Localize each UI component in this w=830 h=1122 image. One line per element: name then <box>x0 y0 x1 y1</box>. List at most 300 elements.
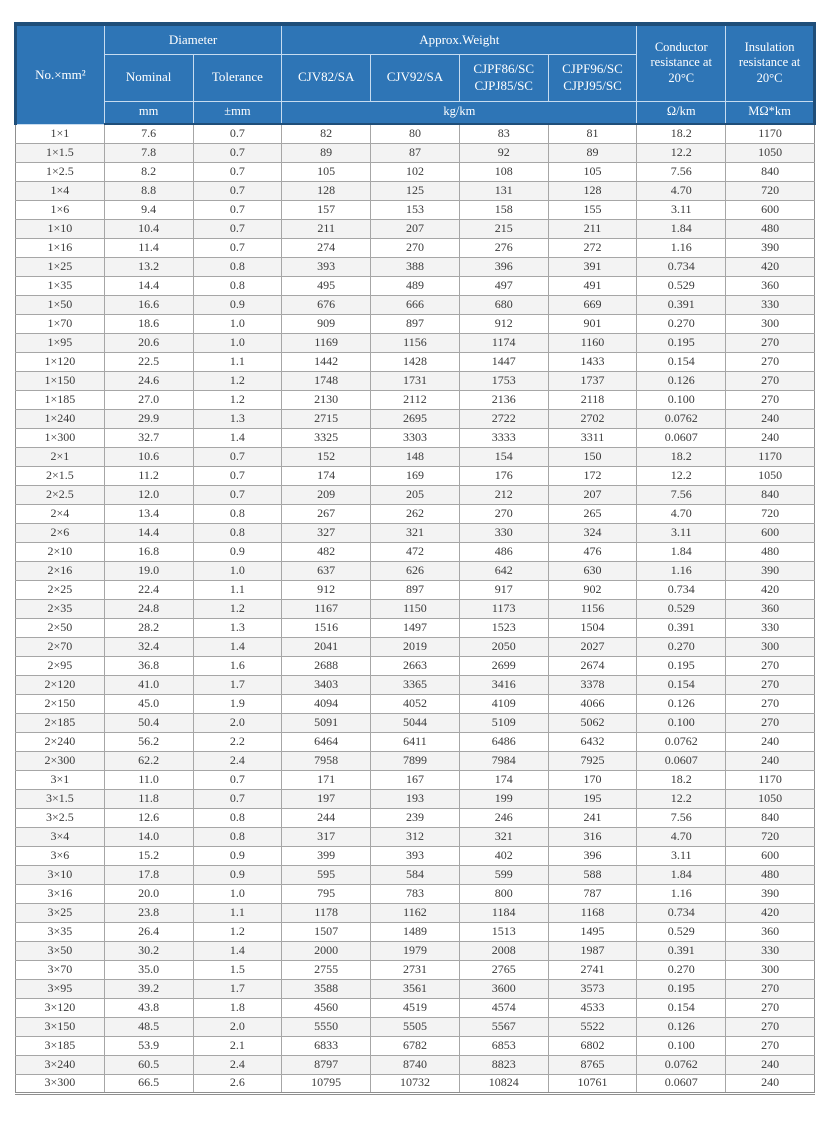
cell-insulation-resistance: 390 <box>726 561 815 580</box>
cell-cjpf86-sc: 486 <box>459 542 548 561</box>
cell-size: 3×2.5 <box>16 808 105 827</box>
cell-tolerance-mm: 1.9 <box>193 694 282 713</box>
cell-size: 1×16 <box>16 238 105 257</box>
cell-size: 2×300 <box>16 751 105 770</box>
cell-cjv92-sa: 125 <box>371 181 460 200</box>
cell-nominal-mm: 14.4 <box>104 276 193 295</box>
table-row <box>16 295 815 314</box>
cell-conductor-resistance: 0.126 <box>637 1017 726 1036</box>
cell-cjpf86-sc: 1523 <box>459 618 548 637</box>
cell-cjpf86-sc: 174 <box>459 770 548 789</box>
cell-size: 3×16 <box>16 884 105 903</box>
cell-tolerance-mm: 1.4 <box>193 428 282 447</box>
cell-size: 1×25 <box>16 257 105 276</box>
cell-nominal-mm: 22.5 <box>104 352 193 371</box>
cell-insulation-resistance: 300 <box>726 637 815 656</box>
cell-cjv82-sa: 637 <box>282 561 371 580</box>
cell-nominal-mm: 8.8 <box>104 181 193 200</box>
cell-cjv82-sa: 2755 <box>282 960 371 979</box>
cell-cjv82-sa: 82 <box>282 124 371 143</box>
cell-tolerance-mm: 0.9 <box>193 865 282 884</box>
table-row <box>16 960 815 979</box>
cell-nominal-mm: 32.7 <box>104 428 193 447</box>
col-group-approx-weight: Approx.Weight <box>282 24 637 54</box>
cell-tolerance-mm: 0.7 <box>193 466 282 485</box>
cell-size: 3×1 <box>16 770 105 789</box>
cell-cjv92-sa: 207 <box>371 219 460 238</box>
cell-conductor-resistance: 1.84 <box>637 542 726 561</box>
cell-cjpf86-sc: 7984 <box>459 751 548 770</box>
cell-conductor-resistance: 0.0762 <box>637 732 726 751</box>
cell-size: 3×10 <box>16 865 105 884</box>
cell-tolerance-mm: 1.1 <box>193 352 282 371</box>
cell-tolerance-mm: 1.0 <box>193 333 282 352</box>
cell-cjv92-sa: 472 <box>371 542 460 561</box>
cell-insulation-resistance: 240 <box>726 751 815 770</box>
cell-cjpf86-sc: 3333 <box>459 428 548 447</box>
cell-cjpf96-sc: 2702 <box>548 409 637 428</box>
cell-nominal-mm: 45.0 <box>104 694 193 713</box>
cell-cjv92-sa: 205 <box>371 485 460 504</box>
cell-nominal-mm: 60.5 <box>104 1055 193 1074</box>
cell-nominal-mm: 11.2 <box>104 466 193 485</box>
cell-cjpf96-sc: 1160 <box>548 333 637 352</box>
cell-size: 1×35 <box>16 276 105 295</box>
table-row <box>16 447 815 466</box>
cell-cjpf96-sc: 6432 <box>548 732 637 751</box>
cell-cjpf96-sc: 324 <box>548 523 637 542</box>
cell-conductor-resistance: 0.270 <box>637 314 726 333</box>
cell-cjv82-sa: 2000 <box>282 941 371 960</box>
cell-cjv92-sa: 2019 <box>371 637 460 656</box>
cell-cjpf86-sc: 6853 <box>459 1036 548 1055</box>
cell-tolerance-mm: 1.0 <box>193 314 282 333</box>
cell-cjv92-sa: 626 <box>371 561 460 580</box>
cell-conductor-resistance: 0.195 <box>637 333 726 352</box>
cell-cjv92-sa: 584 <box>371 865 460 884</box>
cell-cjv92-sa: 897 <box>371 580 460 599</box>
table-row <box>16 352 815 371</box>
col-header-insulation-resistance: Insulation resistance at 20°C <box>726 24 815 101</box>
cell-cjv92-sa: 897 <box>371 314 460 333</box>
cell-insulation-resistance: 840 <box>726 485 815 504</box>
cell-cjpf86-sc: 83 <box>459 124 548 143</box>
cell-insulation-resistance: 240 <box>726 428 815 447</box>
cell-size: 1×4 <box>16 181 105 200</box>
cell-insulation-resistance: 270 <box>726 694 815 713</box>
cell-tolerance-mm: 1.3 <box>193 618 282 637</box>
table-row <box>16 523 815 542</box>
cell-insulation-resistance: 360 <box>726 599 815 618</box>
cell-insulation-resistance: 1050 <box>726 143 815 162</box>
cell-cjpf86-sc: 2008 <box>459 941 548 960</box>
cell-size: 2×6 <box>16 523 105 542</box>
table-row <box>16 751 815 770</box>
cell-cjv82-sa: 209 <box>282 485 371 504</box>
cell-cjv92-sa: 1979 <box>371 941 460 960</box>
cell-cjv92-sa: 5505 <box>371 1017 460 1036</box>
cell-tolerance-mm: 1.2 <box>193 371 282 390</box>
table-header <box>16 24 815 124</box>
cell-conductor-resistance: 0.270 <box>637 960 726 979</box>
table-row <box>16 713 815 732</box>
cell-tolerance-mm: 1.7 <box>193 675 282 694</box>
cell-cjpf86-sc: 131 <box>459 181 548 200</box>
cell-cjpf86-sc: 2050 <box>459 637 548 656</box>
cell-tolerance-mm: 0.8 <box>193 808 282 827</box>
table-row <box>16 1017 815 1036</box>
cell-cjv92-sa: 4519 <box>371 998 460 1017</box>
cell-cjv82-sa: 211 <box>282 219 371 238</box>
cell-cjpf86-sc: 246 <box>459 808 548 827</box>
cell-cjv92-sa: 666 <box>371 295 460 314</box>
cell-size: 2×95 <box>16 656 105 675</box>
cell-cjpf86-sc: 321 <box>459 827 548 846</box>
cell-cjv82-sa: 795 <box>282 884 371 903</box>
table-row <box>16 314 815 333</box>
table-row <box>16 770 815 789</box>
cell-cjv82-sa: 4560 <box>282 998 371 1017</box>
cell-nominal-mm: 11.8 <box>104 789 193 808</box>
cell-cjv92-sa: 783 <box>371 884 460 903</box>
cell-conductor-resistance: 3.11 <box>637 200 726 219</box>
cell-insulation-resistance: 420 <box>726 257 815 276</box>
cell-insulation-resistance: 270 <box>726 675 815 694</box>
cell-cjpf96-sc: 5522 <box>548 1017 637 1036</box>
cell-cjpf96-sc: 476 <box>548 542 637 561</box>
cell-conductor-resistance: 0.0762 <box>637 1055 726 1074</box>
cell-cjpf86-sc: 176 <box>459 466 548 485</box>
table-row <box>16 238 815 257</box>
cell-cjv82-sa: 6464 <box>282 732 371 751</box>
col-header-cjv92-sa: CJV92/SA <box>371 54 460 101</box>
cell-cjv82-sa: 1748 <box>282 371 371 390</box>
cell-cjv92-sa: 5044 <box>371 713 460 732</box>
cell-size: 1×1.5 <box>16 143 105 162</box>
cell-conductor-resistance: 0.195 <box>637 979 726 998</box>
cell-tolerance-mm: 0.7 <box>193 238 282 257</box>
cell-size: 1×120 <box>16 352 105 371</box>
cell-cjpf96-sc: 150 <box>548 447 637 466</box>
table-row <box>16 561 815 580</box>
cell-cjv82-sa: 128 <box>282 181 371 200</box>
cell-nominal-mm: 53.9 <box>104 1036 193 1055</box>
cell-tolerance-mm: 1.2 <box>193 922 282 941</box>
cell-cjv92-sa: 321 <box>371 523 460 542</box>
cell-conductor-resistance: 0.195 <box>637 656 726 675</box>
table-row <box>16 504 815 523</box>
cell-tolerance-mm: 0.9 <box>193 846 282 865</box>
cell-cjpf96-sc: 588 <box>548 865 637 884</box>
cell-tolerance-mm: 2.1 <box>193 1036 282 1055</box>
col-header-tolerance: Tolerance <box>193 54 282 101</box>
cell-cjv82-sa: 399 <box>282 846 371 865</box>
cell-nominal-mm: 16.6 <box>104 295 193 314</box>
table-row <box>16 808 815 827</box>
table-row <box>16 903 815 922</box>
table-row <box>16 143 815 162</box>
table-row <box>16 371 815 390</box>
cell-cjv82-sa: 393 <box>282 257 371 276</box>
cell-cjv92-sa: 8740 <box>371 1055 460 1074</box>
cell-cjv82-sa: 3588 <box>282 979 371 998</box>
cell-size: 3×35 <box>16 922 105 941</box>
cell-cjpf96-sc: 396 <box>548 846 637 865</box>
cell-tolerance-mm: 1.3 <box>193 409 282 428</box>
cell-cjpf86-sc: 2722 <box>459 409 548 428</box>
cell-nominal-mm: 41.0 <box>104 675 193 694</box>
cell-insulation-resistance: 240 <box>726 732 815 751</box>
table-row <box>16 922 815 941</box>
cell-nominal-mm: 19.0 <box>104 561 193 580</box>
cell-insulation-resistance: 270 <box>726 333 815 352</box>
table-row <box>16 865 815 884</box>
cell-nominal-mm: 56.2 <box>104 732 193 751</box>
cell-tolerance-mm: 2.2 <box>193 732 282 751</box>
cell-cjv82-sa: 8797 <box>282 1055 371 1074</box>
cell-nominal-mm: 11.0 <box>104 770 193 789</box>
cell-cjv82-sa: 1167 <box>282 599 371 618</box>
cell-cjv82-sa: 2715 <box>282 409 371 428</box>
table-row <box>16 884 815 903</box>
cell-insulation-resistance: 270 <box>726 352 815 371</box>
cell-insulation-resistance: 270 <box>726 998 815 1017</box>
cell-cjpf86-sc: 642 <box>459 561 548 580</box>
cell-size: 2×25 <box>16 580 105 599</box>
cell-conductor-resistance: 0.126 <box>637 694 726 713</box>
cell-cjpf86-sc: 599 <box>459 865 548 884</box>
cell-nominal-mm: 12.6 <box>104 808 193 827</box>
cell-size: 2×1 <box>16 447 105 466</box>
cell-cjpf86-sc: 92 <box>459 143 548 162</box>
cell-conductor-resistance: 4.70 <box>637 181 726 200</box>
cell-cjpf86-sc: 1184 <box>459 903 548 922</box>
table-row <box>16 789 815 808</box>
table-row <box>16 333 815 352</box>
col-header-conductor-resistance: Conductor resistance at 20°C <box>637 24 726 101</box>
cell-cjpf86-sc: 3600 <box>459 979 548 998</box>
cell-cjpf96-sc: 902 <box>548 580 637 599</box>
unit-tolerance: ±mm <box>193 101 282 124</box>
cell-conductor-resistance: 0.0762 <box>637 409 726 428</box>
cell-cjpf96-sc: 1156 <box>548 599 637 618</box>
cell-tolerance-mm: 0.7 <box>193 162 282 181</box>
cell-nominal-mm: 12.0 <box>104 485 193 504</box>
cell-cjpf86-sc: 270 <box>459 504 548 523</box>
cell-nominal-mm: 7.8 <box>104 143 193 162</box>
unit-insulation-resistance: MΩ*km <box>726 101 815 124</box>
table-row <box>16 998 815 1017</box>
cell-insulation-resistance: 360 <box>726 276 815 295</box>
cell-insulation-resistance: 420 <box>726 580 815 599</box>
cell-size: 2×70 <box>16 637 105 656</box>
cell-cjv92-sa: 2695 <box>371 409 460 428</box>
table-row <box>16 827 815 846</box>
cell-tolerance-mm: 1.0 <box>193 884 282 903</box>
table-row <box>16 276 815 295</box>
cell-tolerance-mm: 0.7 <box>193 447 282 466</box>
cell-cjv82-sa: 244 <box>282 808 371 827</box>
table-row <box>16 846 815 865</box>
cell-cjpf96-sc: 3378 <box>548 675 637 694</box>
col-header-size: No.×mm² <box>16 24 105 124</box>
cell-cjpf96-sc: 265 <box>548 504 637 523</box>
cell-tolerance-mm: 1.7 <box>193 979 282 998</box>
cell-size: 3×240 <box>16 1055 105 1074</box>
cell-nominal-mm: 20.0 <box>104 884 193 903</box>
header-row-groups <box>16 24 815 54</box>
cell-insulation-resistance: 330 <box>726 618 815 637</box>
cell-conductor-resistance: 7.56 <box>637 808 726 827</box>
cell-cjv92-sa: 239 <box>371 808 460 827</box>
table-row <box>16 618 815 637</box>
table-row <box>16 1055 815 1074</box>
cell-cjpf96-sc: 89 <box>548 143 637 162</box>
cell-cjpf86-sc: 4109 <box>459 694 548 713</box>
cell-insulation-resistance: 240 <box>726 409 815 428</box>
table-row <box>16 599 815 618</box>
cell-size: 3×70 <box>16 960 105 979</box>
cell-cjv92-sa: 148 <box>371 447 460 466</box>
cell-size: 2×50 <box>16 618 105 637</box>
cell-nominal-mm: 10.4 <box>104 219 193 238</box>
cell-cjv82-sa: 7958 <box>282 751 371 770</box>
cell-cjpf96-sc: 211 <box>548 219 637 238</box>
cell-nominal-mm: 50.4 <box>104 713 193 732</box>
cell-conductor-resistance: 0.391 <box>637 295 726 314</box>
cell-insulation-resistance: 330 <box>726 941 815 960</box>
cell-cjpf86-sc: 2765 <box>459 960 548 979</box>
cell-size: 1×70 <box>16 314 105 333</box>
cell-tolerance-mm: 1.0 <box>193 561 282 580</box>
cell-tolerance-mm: 1.5 <box>193 960 282 979</box>
cell-cjv92-sa: 6782 <box>371 1036 460 1055</box>
cell-cjpf86-sc: 5567 <box>459 1017 548 1036</box>
cell-cjpf86-sc: 108 <box>459 162 548 181</box>
cell-cjv82-sa: 1516 <box>282 618 371 637</box>
cell-cjv82-sa: 274 <box>282 238 371 257</box>
cell-size: 1×95 <box>16 333 105 352</box>
cell-conductor-resistance: 0.734 <box>637 580 726 599</box>
cell-size: 2×120 <box>16 675 105 694</box>
cell-tolerance-mm: 1.2 <box>193 599 282 618</box>
table-row <box>16 675 815 694</box>
cable-spec-table <box>14 22 816 1095</box>
cell-cjv82-sa: 495 <box>282 276 371 295</box>
cell-insulation-resistance: 420 <box>726 903 815 922</box>
cell-conductor-resistance: 0.154 <box>637 998 726 1017</box>
cell-size: 1×2.5 <box>16 162 105 181</box>
cell-cjv82-sa: 10795 <box>282 1074 371 1093</box>
cell-conductor-resistance: 4.70 <box>637 827 726 846</box>
cell-conductor-resistance: 12.2 <box>637 789 726 808</box>
cell-insulation-resistance: 330 <box>726 295 815 314</box>
cell-nominal-mm: 24.8 <box>104 599 193 618</box>
cell-nominal-mm: 24.6 <box>104 371 193 390</box>
cell-conductor-resistance: 0.154 <box>637 675 726 694</box>
cell-cjpf96-sc: 128 <box>548 181 637 200</box>
table-row <box>16 732 815 751</box>
cell-cjpf86-sc: 1173 <box>459 599 548 618</box>
cell-size: 3×120 <box>16 998 105 1017</box>
cell-cjv92-sa: 1731 <box>371 371 460 390</box>
cell-cjv92-sa: 169 <box>371 466 460 485</box>
cell-cjpf96-sc: 901 <box>548 314 637 333</box>
cell-cjv92-sa: 262 <box>371 504 460 523</box>
cell-cjv82-sa: 1178 <box>282 903 371 922</box>
table-row <box>16 1074 815 1093</box>
cell-nominal-mm: 7.6 <box>104 124 193 143</box>
cell-nominal-mm: 27.0 <box>104 390 193 409</box>
cell-insulation-resistance: 840 <box>726 162 815 181</box>
cell-nominal-mm: 66.5 <box>104 1074 193 1093</box>
cell-cjpf86-sc: 1513 <box>459 922 548 941</box>
cell-nominal-mm: 11.4 <box>104 238 193 257</box>
cell-cjv92-sa: 153 <box>371 200 460 219</box>
table-row <box>16 219 815 238</box>
cell-cjv92-sa: 7899 <box>371 751 460 770</box>
table-row <box>16 428 815 447</box>
col-header-cjpf96-sc: CJPF96/SC CJPJ95/SC <box>548 54 637 101</box>
col-header-cjpf86-sc: CJPF86/SC CJPJ85/SC <box>459 54 548 101</box>
cell-size: 2×2.5 <box>16 485 105 504</box>
cell-insulation-resistance: 720 <box>726 504 815 523</box>
cell-cjv92-sa: 3561 <box>371 979 460 998</box>
cell-size: 1×150 <box>16 371 105 390</box>
cell-cjpf96-sc: 2118 <box>548 390 637 409</box>
cell-insulation-resistance: 270 <box>726 1036 815 1055</box>
cell-cjv82-sa: 6833 <box>282 1036 371 1055</box>
cell-size: 1×10 <box>16 219 105 238</box>
cell-conductor-resistance: 12.2 <box>637 466 726 485</box>
cell-conductor-resistance: 12.2 <box>637 143 726 162</box>
cell-conductor-resistance: 0.529 <box>637 599 726 618</box>
cell-cjpf96-sc: 1495 <box>548 922 637 941</box>
cell-insulation-resistance: 720 <box>726 181 815 200</box>
cell-tolerance-mm: 1.4 <box>193 637 282 656</box>
cell-cjpf96-sc: 8765 <box>548 1055 637 1074</box>
table-row <box>16 637 815 656</box>
cell-size: 2×35 <box>16 599 105 618</box>
cell-cjpf96-sc: 105 <box>548 162 637 181</box>
cell-conductor-resistance: 1.16 <box>637 884 726 903</box>
cell-cjv82-sa: 4094 <box>282 694 371 713</box>
cell-insulation-resistance: 1050 <box>726 789 815 808</box>
cell-cjv82-sa: 317 <box>282 827 371 846</box>
table-row <box>16 181 815 200</box>
cell-cjv92-sa: 312 <box>371 827 460 846</box>
cell-insulation-resistance: 600 <box>726 200 815 219</box>
cell-cjpf96-sc: 170 <box>548 770 637 789</box>
cell-cjv82-sa: 909 <box>282 314 371 333</box>
cell-insulation-resistance: 600 <box>726 846 815 865</box>
cell-size: 3×25 <box>16 903 105 922</box>
cell-cjv92-sa: 167 <box>371 770 460 789</box>
table-row <box>16 542 815 561</box>
cell-cjv82-sa: 89 <box>282 143 371 162</box>
cell-tolerance-mm: 2.6 <box>193 1074 282 1093</box>
cell-insulation-resistance: 360 <box>726 922 815 941</box>
cell-cjpf96-sc: 1168 <box>548 903 637 922</box>
cell-cjpf86-sc: 3416 <box>459 675 548 694</box>
cell-cjpf96-sc: 4066 <box>548 694 637 713</box>
cell-nominal-mm: 39.2 <box>104 979 193 998</box>
table-row <box>16 580 815 599</box>
cell-tolerance-mm: 0.8 <box>193 523 282 542</box>
cell-tolerance-mm: 0.7 <box>193 485 282 504</box>
cell-cjpf86-sc: 276 <box>459 238 548 257</box>
cell-size: 2×10 <box>16 542 105 561</box>
